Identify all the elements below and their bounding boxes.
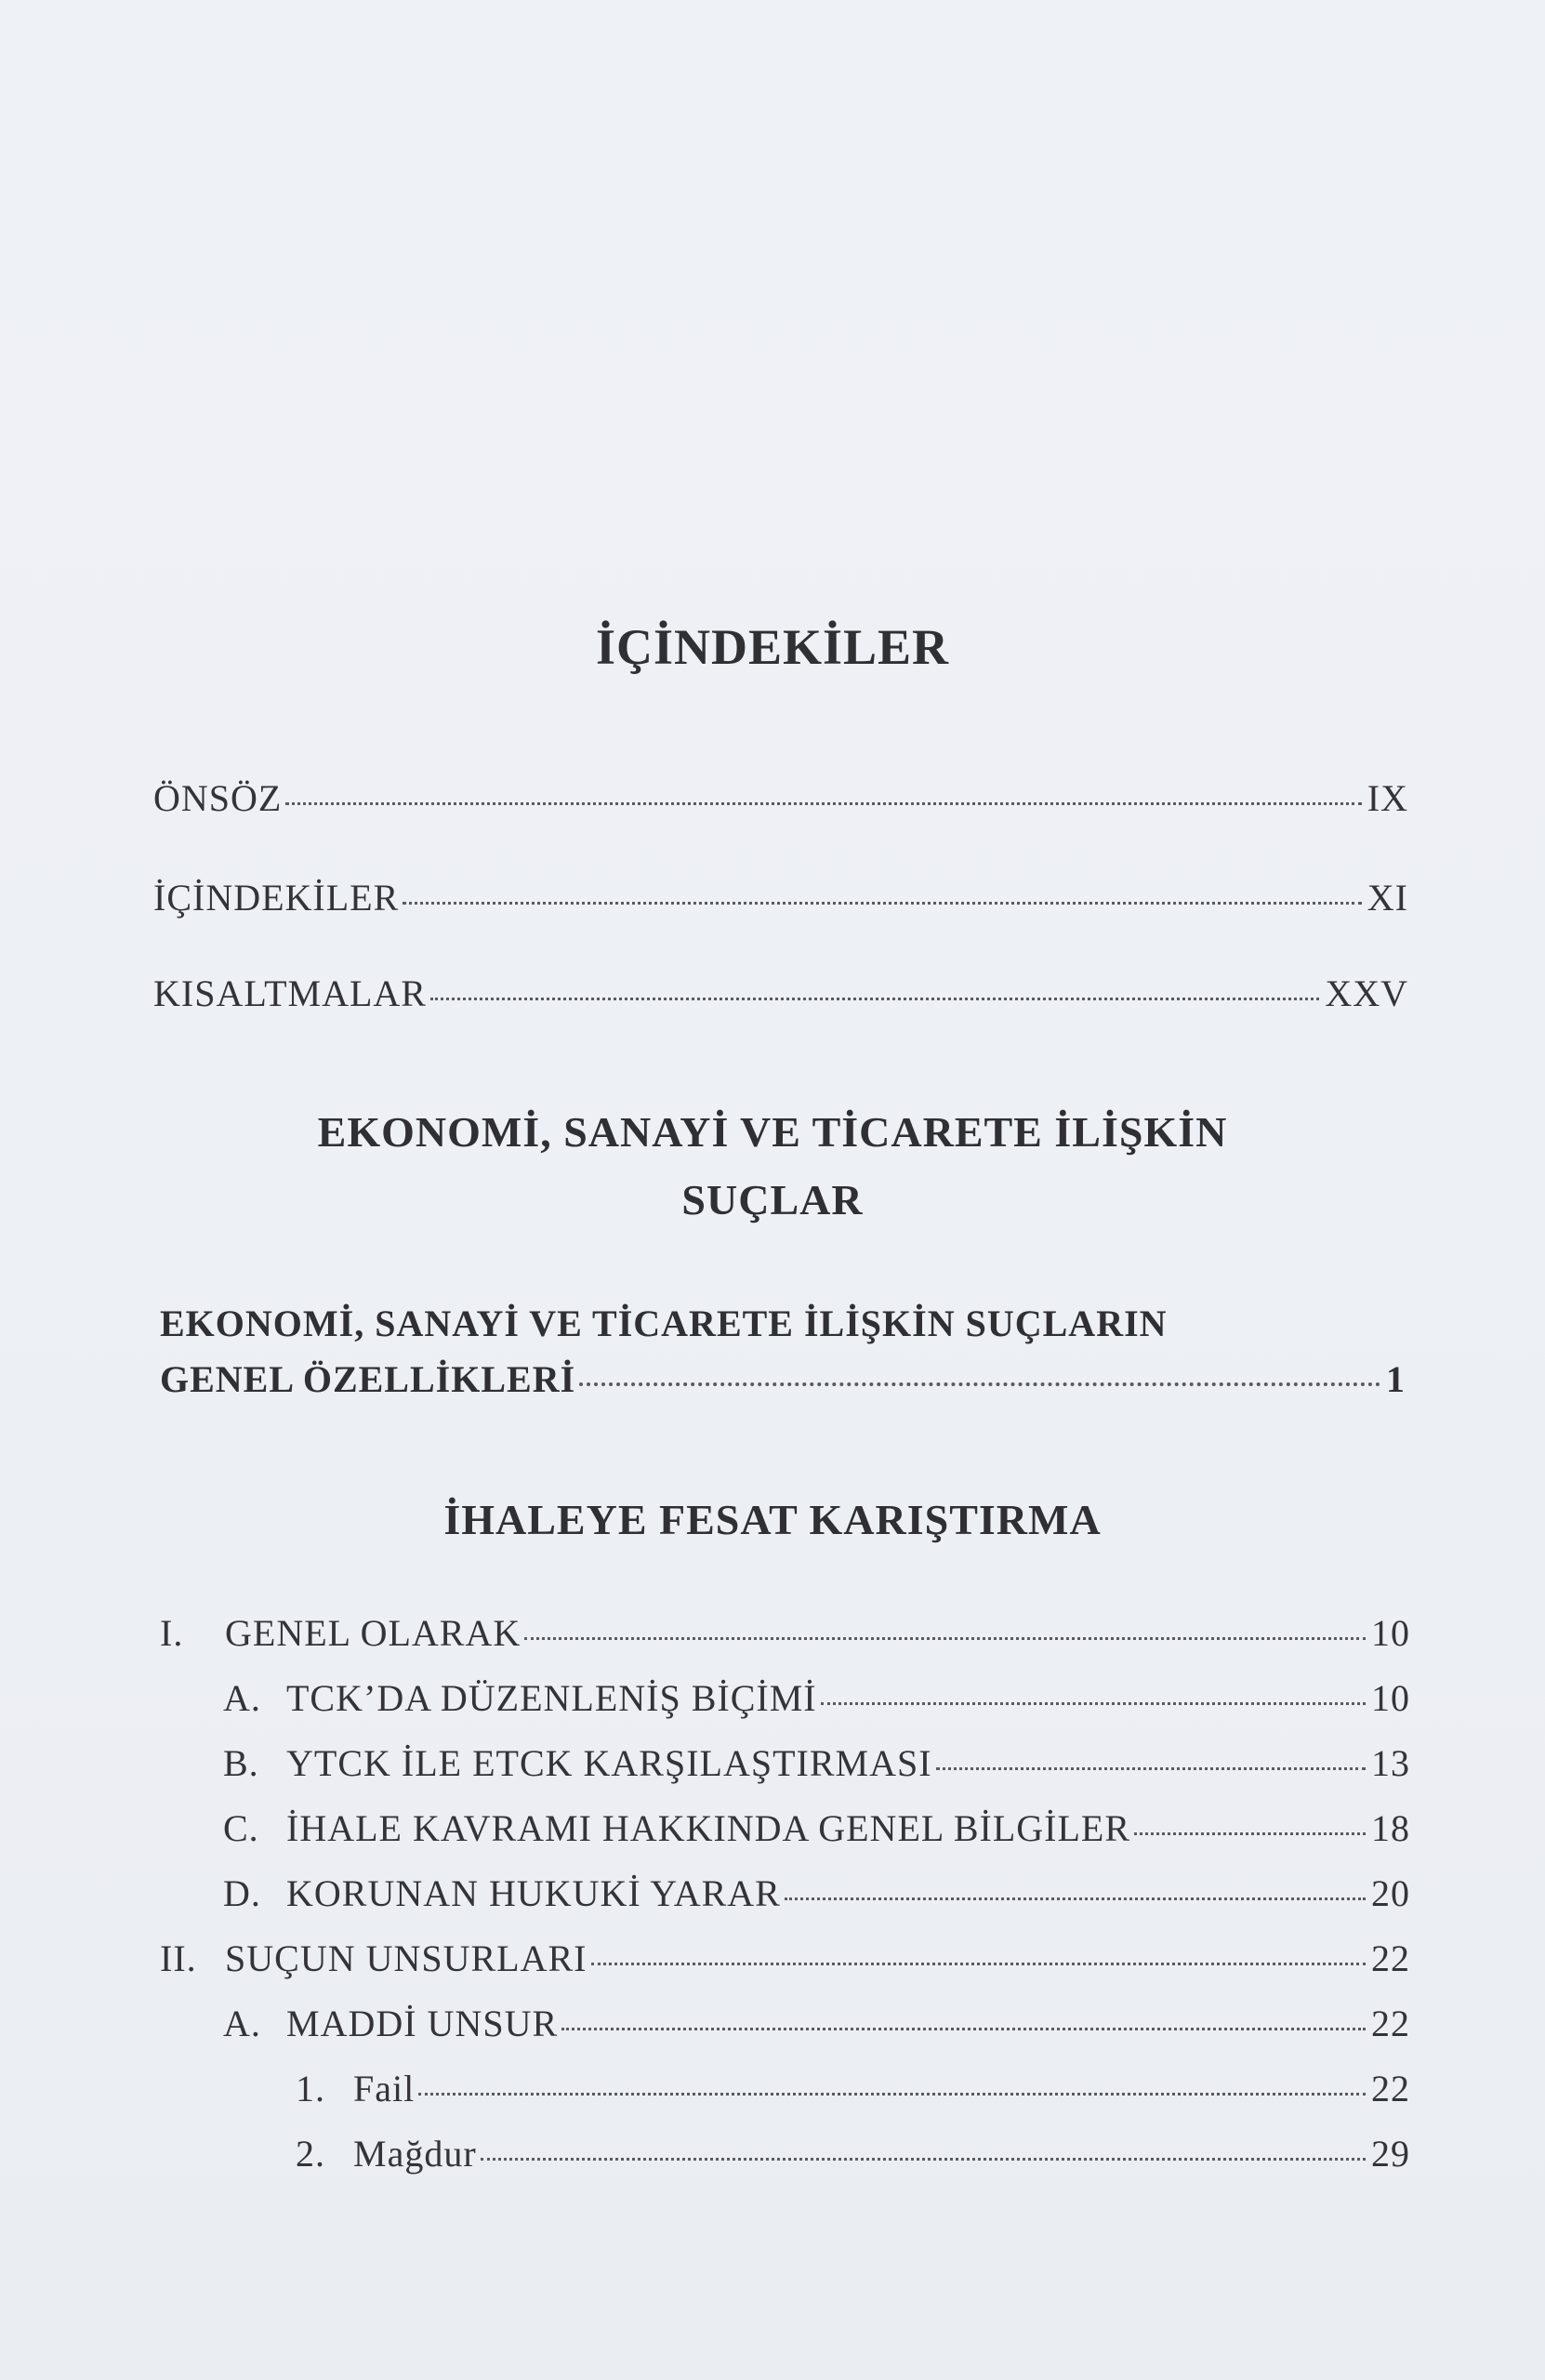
- toc-entry-icindekiler[interactable]: [153, 876, 1408, 919]
- toc-entry-label: YTCK İLE ETCK KARŞILAŞTIRMASI: [286, 1742, 932, 1784]
- dot-leader: [481, 2158, 1366, 2161]
- toc-entry-number: C.: [223, 1807, 259, 1849]
- toc-page-number: 22: [1371, 2003, 1410, 2044]
- toc-entry-label: MADDİ UNSUR: [286, 2003, 559, 2044]
- toc-page-number: 22: [1371, 1937, 1410, 1979]
- toc-entry-number: D.: [223, 1872, 261, 1914]
- dot-leader: [591, 1963, 1367, 1965]
- toc-entry-number: I.: [160, 1612, 184, 1654]
- toc-page-number: 22: [1371, 2068, 1410, 2109]
- toc-entry-number: 2.: [296, 2133, 325, 2175]
- toc-page-number: 18: [1371, 1807, 1410, 1849]
- toc-entry-label: İÇİNDEKİLER: [153, 877, 400, 919]
- toc-entry-label-line1: EKONOMİ, SANAYİ VE TİCARETE İLİŞKİN SUÇLARIN: [160, 1302, 1168, 1344]
- dot-leader: [524, 1637, 1366, 1640]
- dot-leader: [418, 2093, 1366, 2096]
- dot-leader: [403, 902, 1362, 905]
- toc-entry-kisaltmalar[interactable]: [153, 972, 1408, 1015]
- toc-entry-label: GENEL OLARAK: [225, 1612, 522, 1654]
- toc-page-number: 20: [1371, 1872, 1410, 1914]
- toc-entry-onsoz[interactable]: [153, 776, 1408, 820]
- page-title: İÇİNDEKİLER: [595, 619, 950, 675]
- toc-entry-maddi-unsur[interactable]: [223, 2002, 1410, 2045]
- toc-entry-label: ÖNSÖZ: [153, 777, 283, 819]
- toc-entry-label: TCK’DA DÜZENLENİŞ BİÇİMİ: [286, 1677, 817, 1719]
- toc-entry-number: A.: [223, 1677, 261, 1719]
- toc-entry-label: KORUNAN HUKUKİ YARAR: [286, 1872, 781, 1914]
- dot-leader: [561, 2028, 1366, 2030]
- toc-page-number: 13: [1371, 1742, 1410, 1784]
- section-title-line2: SUÇLAR: [681, 1176, 864, 1223]
- dot-leader: [785, 1897, 1366, 1900]
- toc-entry-genel-olarak[interactable]: [160, 1611, 1410, 1655]
- toc-entry-label: GENEL ÖZELLİKLERİ: [160, 1358, 576, 1400]
- dot-leader: [579, 1382, 1380, 1386]
- dot-leader: [285, 802, 1361, 805]
- toc-page-number: IX: [1367, 777, 1408, 819]
- toc-entry-number: II.: [160, 1937, 197, 1979]
- dot-leader: [430, 998, 1319, 1000]
- toc-page-number: 29: [1371, 2133, 1410, 2175]
- dot-leader: [821, 1702, 1366, 1705]
- toc-entry-label: İHALE KAVRAMI HAKKINDA GENEL BİLGİLER: [286, 1807, 1131, 1849]
- toc-page-number: XXV: [1325, 972, 1408, 1014]
- toc-entry-label: KISALTMALAR: [153, 972, 427, 1014]
- toc-page-number: 1: [1386, 1358, 1406, 1400]
- toc-entry-ytck-etck[interactable]: [223, 1741, 1410, 1785]
- toc-entry-korunan-hukuki-yarar[interactable]: [223, 1871, 1410, 1915]
- toc-entry-label: SUÇUN UNSURLARI: [225, 1937, 588, 1979]
- toc-page-number: 10: [1371, 1677, 1410, 1719]
- toc-entry-number: B.: [223, 1742, 259, 1784]
- dot-leader: [1134, 1832, 1366, 1835]
- toc-page-number: 10: [1371, 1612, 1410, 1654]
- section-title: İHALEYE FESAT KARIŞTIRMA: [443, 1496, 1102, 1543]
- toc-entry-number: A.: [223, 2003, 261, 2044]
- section-title-line1: EKONOMİ, SANAYİ VE TİCARETE İLİŞKİN: [317, 1108, 1228, 1156]
- toc-entry-label: Mağdur: [353, 2133, 477, 2175]
- toc-page-number: XI: [1367, 877, 1408, 919]
- toc-entry-genel-ozellikleri[interactable]: [160, 1357, 1406, 1401]
- toc-entry-fail[interactable]: [296, 2067, 1410, 2110]
- dot-leader: [936, 1767, 1366, 1770]
- toc-entry-tck-duzenlenis[interactable]: [223, 1676, 1410, 1720]
- toc-entry-sucun-unsurlari[interactable]: [160, 1937, 1410, 1980]
- toc-entry-magdur[interactable]: [296, 2132, 1410, 2175]
- toc-entry-number: 1.: [296, 2068, 325, 2109]
- toc-entry-label: Fail: [353, 2068, 416, 2109]
- toc-entry-ihale-kavrami[interactable]: [223, 1806, 1410, 1850]
